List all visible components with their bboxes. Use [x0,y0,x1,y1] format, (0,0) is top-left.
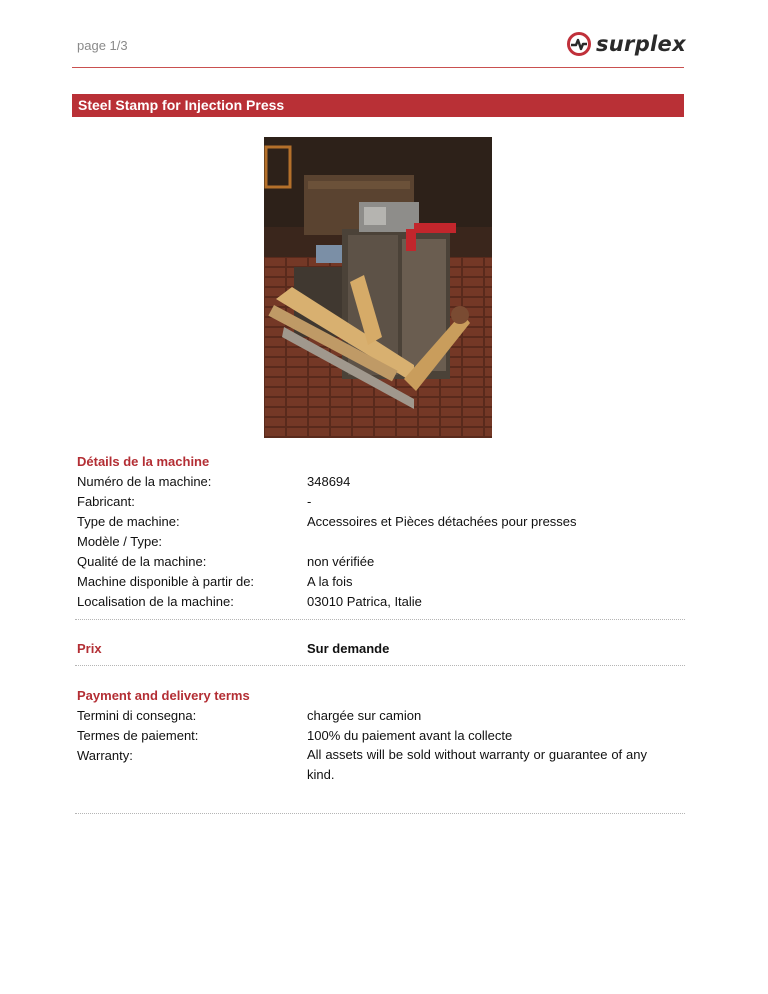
logo-text: surplex [596,32,686,56]
header-divider [72,67,684,68]
dotted-divider [75,665,685,666]
price-value: Sur demande [307,641,390,656]
terms-value: chargée sur camion [307,708,422,723]
terms-label: Termini di consegna: [77,708,197,723]
terms-heading: Payment and delivery terms [77,688,250,703]
terms-value: 100% du paiement avant la collecte [307,728,513,743]
detail-value: Accessoires et Pièces détachées pour presses [307,514,577,529]
detail-label: Qualité de la machine: [77,554,207,569]
page-number: page 1/3 [77,38,128,53]
machine-photo [264,137,492,438]
detail-value: - [307,494,312,509]
terms-label: Termes de paiement: [77,728,199,743]
warranty-value: All assets will be sold without warranty or guarantee of any kind. [307,747,647,782]
detail-value: A la fois [307,574,353,589]
detail-label: Type de machine: [77,514,180,529]
dotted-divider [75,619,685,620]
detail-label: Machine disponible à partir de: [77,574,255,589]
page-title: Steel Stamp for Injection Press [72,94,684,117]
detail-value: 03010 Patrica, Italie [307,594,422,609]
terms-label: Warranty: [77,748,133,763]
detail-label: Fabricant: [77,494,135,509]
dotted-divider [75,813,685,814]
surplex-logo [566,31,686,57]
surplex-logo-icon [566,31,592,57]
detail-label: Localisation de la machine: [77,594,234,609]
detail-label: Modèle / Type: [77,534,163,549]
detail-value: 348694 [307,474,351,489]
price-label: Prix [77,641,102,656]
details-heading: Détails de la machine [77,454,210,469]
detail-label: Numéro de la machine: [77,474,212,489]
detail-value: non vérifiée [307,554,375,569]
